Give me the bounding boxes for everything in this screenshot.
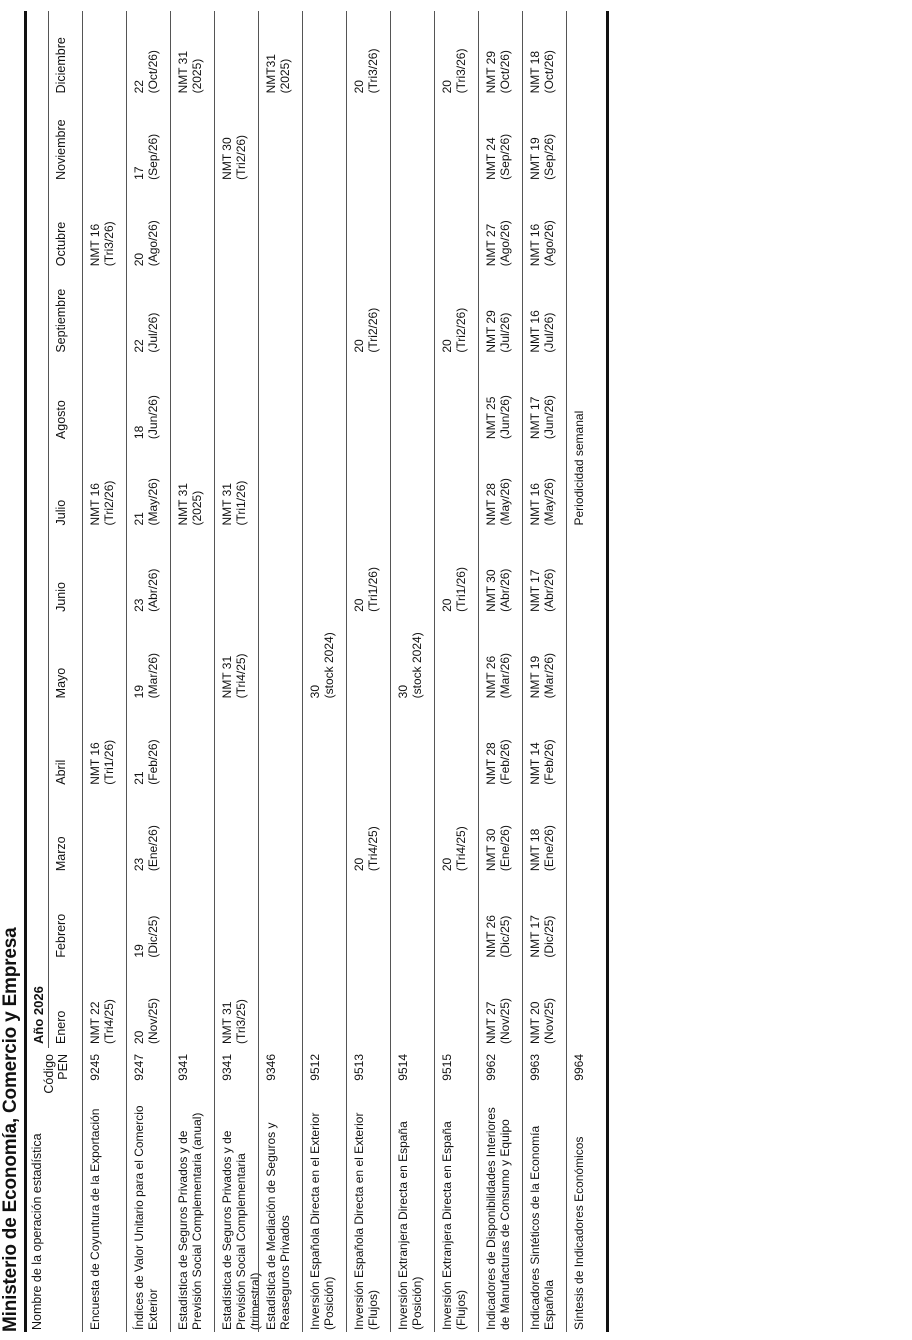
operation-name: Inversión Española Directa en el Exterior (Posición) (308, 1112, 336, 1330)
release-date-julio (220, 481, 248, 526)
release-date-enero (528, 998, 556, 1044)
release-day: NMT 18 (528, 828, 542, 872)
release-day: NMT 30 (484, 569, 498, 612)
release-date-marzo (528, 825, 556, 871)
reference-period: (Sep/26) (498, 133, 512, 180)
release-day: 20 (440, 339, 454, 353)
release-day: 20 (132, 1030, 146, 1044)
operation-name: Inversión Extranjera Directa en España (Posición) (396, 1121, 424, 1330)
row-divider (346, 11, 347, 1332)
reference-period: (Ene/26) (542, 825, 556, 872)
reference-period: (Tri2/26) (234, 134, 248, 180)
release-day: 17 (132, 166, 146, 180)
operation-name: Indicadores Sintéticos de la Economía Española (528, 1125, 556, 1330)
reference-period: (Tri3/26) (454, 48, 468, 94)
release-date-octubre (88, 221, 116, 266)
operation-code: 9341 (220, 1054, 234, 1081)
release-day: NMT 20 (528, 1001, 542, 1044)
reference-period: (Tri2/26) (366, 307, 380, 353)
release-calendar-table (24, 11, 594, 1332)
release-date-marzo (440, 826, 468, 871)
release-date-mayo (396, 632, 424, 698)
reference-period: (Dic/25) (146, 915, 160, 958)
reference-period: (Sep/26) (542, 133, 556, 180)
operation-name: Estadística de Seguros Privados y de Previsión Social Complementaria (trimestral) (220, 1130, 262, 1330)
release-day: 21 (132, 771, 146, 785)
header-code-pen (42, 1054, 70, 1094)
reference-period: (Oct/26) (542, 50, 556, 94)
release-date-diciembre (132, 50, 160, 93)
reference-period: (Nov/25) (146, 997, 160, 1044)
release-day: NMT 27 (484, 1001, 498, 1044)
release-day: NMT 18 (528, 50, 542, 94)
header-year-rule (48, 11, 49, 1048)
reference-period: (Abr/26) (542, 568, 556, 612)
release-day: 30 (308, 684, 322, 699)
operation-code: 9245 (88, 1054, 102, 1081)
reference-period: (Ago/26) (498, 220, 512, 267)
table-top-rule (24, 11, 27, 1332)
release-date-septiembre (132, 313, 160, 353)
header-month-5: Mayo (54, 667, 68, 699)
reference-period: (Ene/26) (498, 825, 512, 872)
reference-period: (Mar/26) (498, 653, 512, 699)
release-day: NMT 30 (484, 828, 498, 872)
release-date-agosto (528, 395, 556, 439)
page-title: Ministerio de Economía, Comercio y Empresa (0, 927, 21, 1332)
header-month-10: Octubre (54, 221, 68, 267)
reference-period: (Feb/26) (542, 739, 556, 785)
release-day: NMT 19 (528, 655, 542, 699)
header-bottom-rule (82, 11, 83, 1332)
release-date-julio (484, 478, 512, 525)
reference-period: (Tri4/25) (234, 653, 248, 699)
release-date-febrero (132, 916, 160, 958)
reference-period: (Dic/25) (542, 915, 556, 958)
release-date-abril (484, 739, 512, 784)
reference-period: (Ene/26) (146, 825, 160, 872)
reference-period: (Jun/26) (498, 395, 512, 440)
release-day: NMT 30 (220, 137, 234, 180)
row-divider (566, 11, 567, 1332)
release-day: 19 (132, 944, 146, 958)
reference-period: (Jul/26) (542, 312, 556, 353)
reference-period: (Tri1/26) (454, 567, 468, 612)
operation-code: 9962 (484, 1054, 498, 1081)
release-date-diciembre (440, 49, 468, 94)
release-date-agosto (132, 395, 160, 439)
header-month-9: Septiembre (54, 288, 68, 353)
release-date-octubre (484, 220, 512, 266)
release-date-noviembre (220, 135, 248, 180)
release-date-agosto (484, 395, 512, 439)
release-date-marzo (484, 825, 512, 871)
release-day: NMT 31 (220, 1001, 234, 1044)
release-date-noviembre (132, 134, 160, 180)
header-code-line2: PEN (56, 1054, 70, 1080)
release-date-julio (176, 483, 204, 525)
release-date-diciembre (264, 54, 292, 93)
operation-name: Encuesta de Coyuntura de la Exportación (88, 1108, 102, 1330)
release-day: NMT 28 (484, 742, 498, 785)
release-date-septiembre (484, 310, 512, 352)
header-month-11: Noviembre (54, 119, 68, 180)
release-day: 22 (132, 80, 146, 94)
release-date-enero (132, 998, 160, 1044)
reference-period: (May/26) (146, 478, 160, 526)
reference-period: (Tri2/26) (102, 480, 116, 526)
release-day: 30 (396, 684, 410, 699)
header-operation-name: Nombre de la operación estadística (30, 1133, 44, 1330)
release-day: 20 (132, 252, 146, 267)
row-divider (302, 11, 303, 1332)
operation-code: 9346 (264, 1054, 278, 1081)
reference-period: (2025) (190, 58, 204, 94)
reference-period: (Feb/26) (498, 739, 512, 785)
operation-name: Estadística de Seguros Privados y de Previsión Social Complementaria (anual) (176, 1112, 204, 1330)
row-divider (522, 11, 523, 1332)
reference-period: (Oct/26) (498, 50, 512, 94)
release-date-febrero (484, 915, 512, 957)
release-day: NMT 28 (484, 483, 498, 526)
release-date-septiembre (440, 308, 468, 353)
release-date-septiembre (528, 310, 556, 352)
release-day: NMT 16 (88, 742, 102, 785)
release-day: NMT 25 (484, 396, 498, 440)
reference-period: (Dic/25) (498, 915, 512, 958)
release-day: NMT 17 (528, 396, 542, 440)
release-date-diciembre (176, 51, 204, 93)
operation-name: Inversión Española Directa en el Exterior (Flujos) (352, 1112, 380, 1330)
reference-period: (Mar/26) (146, 653, 160, 699)
reference-period: (Tri4/25) (102, 999, 116, 1044)
release-day: NMT31 (264, 54, 278, 94)
reference-period: (stock 2024) (410, 632, 424, 699)
reference-period: (Tri4/25) (454, 826, 468, 872)
reference-period: (Jun/26) (146, 395, 160, 440)
row-divider (390, 11, 391, 1332)
operation-code: 9512 (308, 1054, 322, 1081)
header-month-12: Diciembre (54, 37, 68, 94)
operation-code: 9341 (176, 1054, 190, 1081)
release-day: NMT 16 (88, 483, 102, 526)
header-month-8: Agosto (54, 400, 68, 440)
release-date-junio (352, 567, 380, 612)
operation-name: Estadística de Mediación de Seguros y Reaseguros Privados (264, 1122, 292, 1330)
release-day: NMT 27 (484, 223, 498, 267)
row-divider (478, 11, 479, 1332)
release-date-abril (88, 740, 116, 785)
header-month-1: Enero (54, 1010, 68, 1044)
release-day: 19 (132, 684, 146, 699)
release-date-marzo (352, 826, 380, 871)
release-day: 20 (352, 80, 366, 94)
row-divider (258, 11, 259, 1332)
release-date-octubre (528, 220, 556, 266)
header-month-2: Febrero (54, 913, 68, 958)
header-code-line1: Código (42, 1054, 56, 1094)
release-date-septiembre (352, 308, 380, 353)
header-month-4: Abril (54, 759, 68, 785)
reference-period: (Jul/26) (146, 312, 160, 353)
reference-period: (Tri2/26) (454, 307, 468, 353)
release-day: NMT 26 (484, 655, 498, 699)
row-divider (170, 11, 171, 1332)
operation-name: Indicadores de Disponibilidades Interiores de Manufacturas de Consumo y Equipo (484, 1107, 512, 1330)
release-day: NMT 31 (220, 655, 234, 699)
reference-period: (stock 2024) (322, 632, 336, 699)
release-day: NMT 14 (528, 742, 542, 785)
release-date-julio (528, 478, 556, 525)
reference-period: (Sep/26) (146, 133, 160, 180)
release-date-febrero (528, 915, 556, 957)
release-date-mayo (528, 653, 556, 698)
release-date-enero (484, 998, 512, 1044)
release-date-junio (440, 567, 468, 612)
release-day: 20 (440, 857, 454, 872)
release-date-mayo (132, 653, 160, 698)
reference-period: (2025) (278, 58, 292, 94)
row-divider (214, 11, 215, 1332)
release-day: 21 (132, 512, 146, 526)
reference-period: (Nov/25) (542, 997, 556, 1044)
operation-code: 9963 (528, 1054, 542, 1081)
reference-period: (Oct/26) (146, 50, 160, 94)
header-month-3: Marzo (54, 836, 68, 872)
release-date-mayo (220, 653, 248, 698)
reference-period: (2025) (190, 490, 204, 526)
reference-period: (Tri3/26) (102, 221, 116, 267)
release-day: 20 (440, 598, 454, 612)
release-day: NMT 16 (88, 223, 102, 267)
operation-code: 9964 (572, 1054, 586, 1081)
release-date-abril (528, 739, 556, 784)
release-day: NMT 17 (528, 915, 542, 958)
release-day: 20 (352, 857, 366, 872)
release-day: NMT 16 (528, 223, 542, 267)
table-bottom-rule (606, 11, 609, 1332)
release-day: NMT 29 (484, 310, 498, 353)
release-day: NMT 31 (176, 50, 190, 94)
row-divider (434, 11, 435, 1332)
release-date-diciembre (352, 49, 380, 94)
reference-period: (Tri1/26) (234, 480, 248, 526)
reference-period: (Tri3/25) (234, 999, 248, 1044)
operation-name: Inversión Extranjera Directa en España (Flujos) (440, 1121, 468, 1330)
reference-period: (Mar/26) (542, 653, 556, 699)
release-date-noviembre (528, 134, 556, 180)
release-date-junio (484, 569, 512, 612)
release-day: NMT 19 (528, 137, 542, 180)
release-date-junio (528, 569, 556, 612)
release-day: 23 (132, 598, 146, 612)
reference-period: (Tri3/26) (366, 48, 380, 94)
reference-period: (Ago/26) (542, 220, 556, 267)
reference-period: (Tri1/26) (366, 567, 380, 612)
release-date-junio (132, 569, 160, 612)
reference-period: (Tri4/25) (366, 826, 380, 872)
release-day: 20 (440, 80, 454, 94)
release-date-diciembre (528, 50, 556, 93)
operation-code: 9515 (440, 1054, 454, 1081)
operation-code: 9247 (132, 1054, 146, 1081)
release-date-julio (88, 481, 116, 526)
release-day: NMT 22 (88, 1001, 102, 1044)
reference-period: (Feb/26) (146, 739, 160, 785)
release-date-enero (88, 999, 116, 1044)
release-day: NMT 31 (220, 483, 234, 526)
release-date-mayo (484, 653, 512, 698)
release-date-octubre (132, 220, 160, 266)
reference-period: (Jun/26) (542, 395, 556, 440)
reference-period: (Nov/25) (498, 997, 512, 1044)
header-month-7: Julio (54, 499, 68, 526)
release-day: 20 (352, 598, 366, 612)
release-day: NMT 16 (528, 483, 542, 526)
release-date-julio (132, 478, 160, 525)
release-day: 22 (132, 339, 146, 353)
release-date-noviembre (484, 134, 512, 180)
release-day: 18 (132, 425, 146, 440)
release-date-enero (220, 999, 248, 1044)
release-date-marzo (132, 825, 160, 871)
reference-period: (Ago/26) (146, 220, 160, 267)
release-day: NMT 29 (484, 50, 498, 94)
operation-name: Síntesis de Indicadores Económicos (572, 1136, 586, 1330)
release-day: NMT 26 (484, 915, 498, 958)
header-year: Año 2026 (31, 986, 46, 1044)
release-day: NMT 31 (176, 483, 190, 526)
release-day: 20 (352, 339, 366, 353)
reference-period: (Abr/26) (498, 568, 512, 612)
release-date-abril (132, 739, 160, 784)
operation-code: 9513 (352, 1054, 366, 1081)
release-day: 23 (132, 857, 146, 872)
header-month-6: Junio (54, 582, 68, 612)
release-date-mayo (308, 632, 336, 698)
release-day: NMT 17 (528, 569, 542, 612)
release-day: NMT 24 (484, 137, 498, 180)
operation-code: 9514 (396, 1054, 410, 1081)
release-day: NMT 16 (528, 310, 542, 353)
reference-period: (May/26) (542, 478, 556, 526)
reference-period: (May/26) (498, 478, 512, 526)
release-date-diciembre (484, 50, 512, 93)
row-divider (126, 11, 127, 1332)
periodicity-note: Periodicidad semanal (572, 410, 586, 526)
operation-name: Índices de Valor Unitario para el Comercio Exterior (132, 1105, 160, 1330)
reference-period: (Abr/26) (146, 568, 160, 612)
reference-period: (Tri1/26) (102, 739, 116, 785)
reference-period: (Jul/26) (498, 312, 512, 353)
